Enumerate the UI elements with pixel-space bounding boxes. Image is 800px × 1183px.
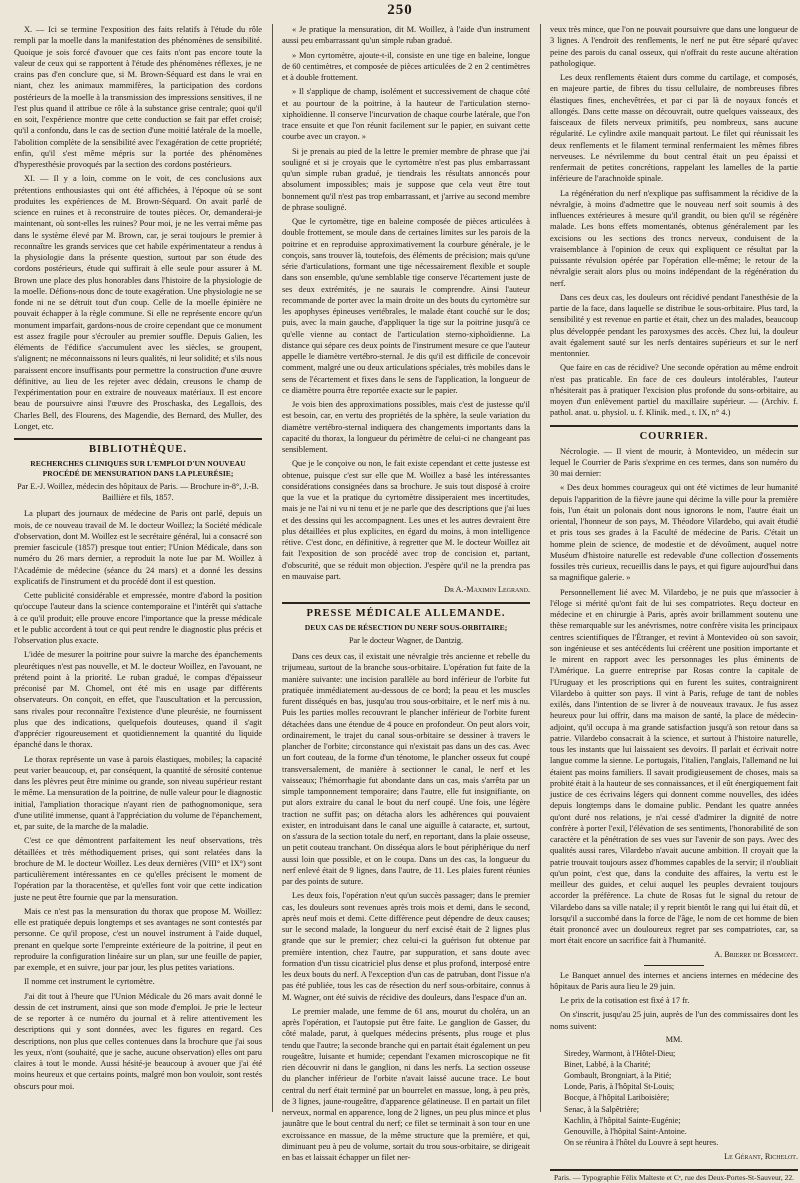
body-paragraph: La régénération du nerf n'explique pas suffisamment la récidive de la névralgie, à moins d'admettre que le nouveau nerf soit soumis à des influences extérieures à mesure qu'il grandit, ou bien qu'il se régénère malade. Les bons effets momentanés, obtenus généralement par les excisions ou les sections des troncs nerveux, conduisent de la vraisemblance à l'opinion de ceux qui expliquent ce résultat par la puissante révulsion opérée par l'opération elle-même; le retour de la névralgie serait alors plus ou moins indépendant de la régénération du nerf. <box>550 188 798 288</box>
body-paragraph: Nécrologie. — Il vient de mourir, à Montevideo, un médecin sur lequel le Courrier de Paris s'exprime en ces termes, dans son numéro du 30 mai dernier: <box>550 446 798 479</box>
article-subtitle: DEUX CAS DE RÉSECTION DU NERF SOUS-ORBITAIRE; <box>304 623 508 633</box>
body-paragraph: X. — Ici se termine l'exposition des faits relatifs à l'étude du rôle rempli par la moelle dans la manifestation des phénomènes de sensibilité. Quoique je sois forcé d'avouer que ces faits n'ont pas encore toute la valeur de ceux qui se rapportent à l'étude des phénomènes réflexes, je ne crains pas d'en conclure que, si M. Brown-Séquard est dans le vrai en niant, chez les animaux mammifères, la participation des cordons postérieurs de la moelle à la transmission des impressions sensitives, il ne l'est plus quand il attribue ce rôle à la substance grise centrale; quoi qu'il en soit, l'expérience montre que cette conduction se fait par effet croisé; qu'il a confondu, dans le cas de section d'une moitié latérale de la moelle, l'abolition complète de la sensibilité avec l'exagération de cette propriété; enfin, qu'il s'est même mépris sur la portée des phénomènes d'hyperesthésie provoqués par la section des cordons postérieurs. <box>14 25 262 169</box>
column-divider <box>272 24 273 1112</box>
body-paragraph: C'est ce que démontrent parfaitement les neuf observations, très détaillées et très méthodiquement prises, qui sont relatées dans la brochure de M. le docteur Woillez. Les deux dernières (VIII° et IX°) sont particulièrement intéressantes en ce qu'elles précisent le moment de l'opération par la thoracentèse, et qu'elles font voir que cette indication juste ne peut être fournie que par la mensuration. <box>14 836 262 902</box>
body-paragraph: Cette publicité considérable et empressée, montre d'abord la position qu'occupe l'auteur dans la science contemporaine et l'intérêt qui s'attache à ce qu'il produit; elle prouve encore l'importance que la presse médicale et le public accordent à tout ce qui peut rendre le diagnostic plus précis et l'observation plus exacte. <box>14 591 262 646</box>
body-paragraph: » Il s'applique de champ, isolément et successivement de chaque côté et au pourtour de la poitrine, à la hauteur de l'articulation sterno-xiphoïdienne. Il conserve l'incurvation de chaque courbe latérale, que l'on trace ensuite et que l'on réunit facilement sur le papier, en suivant cette courbe avec un crayon. » <box>282 87 530 142</box>
body-paragraph: La plupart des journaux de médecine de Paris ont parlé, depuis un mois, de ce nouveau travail de M. le docteur Woillez; la Société médicale d'observation, dont M. Woillez est le secrétaire général, lui a consacré son premier fascicule (1857) presque tout entier; l'Union Médicale, dans son numéro du 26 mars dernier, a reproduit la note lue par M. Woillez à l'Académie de médecine (séance du 24 mars) et a donné les dessins explicatifs de l'instrument et du procédé dont il est question. <box>14 509 262 586</box>
section-title-courrier: COURRIER. <box>550 425 798 444</box>
body-paragraph: Dans ces deux cas, il existait une névralgie très ancienne et rebelle du trijumeau, surtout de la branche sous-orbitaire. L'opération fut faite de la manière suivante: une incision parallèle au bord inférieur de l'orbite fut pratiquée immédiatement au-dessous de ce bord; la peau et les muscles furent disséqués en bas, jusqu'au trou sous-orbitaire, et le nerf mis à nu. Puis les parties molles recouvrant le plancher inférieur de l'orbite furent détachées dans une étendue de 4 pouce en profondeur. On peut alors voir, ordinairement, le trajet du canal sous-orbitaire se dessiner à travers le plancher de l'orbite; circonstance qui n'existait pas dans un des cas. Avec un fort couteau, de la forme d'un ténotome, le plancher osseux fut coupé transversalement, de manière à sectionner le canal, le nerf et les vaisseaux; l'hémorrhagie fut abondante dans un cas, mais s'arrêta par un simple tamponnement temporaire; dans l'autre, elle fut insignifiante, on put alors extraire du canal le bout du nerf coupé. Une fois, une légère traction ne suffit pas; on détacha alors les adhérences qui pouvaient exister, en introduisant dans le canal une aiguille à cataracte, et, surtout, on s'assura de la section totale du nerf, en reportant, dans la plaie osseuse, un petit couteau tranchant. On disséqua alors le bout périphérique du nerf aussi loin que possible, et on le coupa. Dans un des cas, la longueur du nerf enlevé était de 9 lignes, dans l'autre, de 11. Les plaies furent réunies par des points de suture. <box>282 652 530 887</box>
body-paragraph: » Mon cyrtomètre, ajoute-t-il, consiste en une tige en baleine, longue de 60 centimètres, et composée de pièces articulées de 2 en 2 centimètres et à double frottement. <box>282 50 530 82</box>
printer-footer: Paris. — Typographie Félix Malteste et Cᵉ, rue des Deux-Portes-St-Sauveur, 22. <box>550 1169 798 1183</box>
body-paragraph: Le Banquet annuel des internes et anciens internes en médecine des hôpitaux de Paris aura lieu le 29 juin. <box>550 970 798 991</box>
body-paragraph: « Je pratique la mensuration, dit M. Woillez, à l'aide d'un instrument aussi peu embarrassant qu'un simple ruban gradué. <box>282 25 530 46</box>
body-paragraph: veux très mince, que l'on ne pouvait poursuivre que dans une longueur de 3 lignes. A l'endroit des renflements, le nerf ne put être séparé qu'avec peine des parois du canal osseux, qui n'offrait du reste aucune altération pathologique. <box>550 25 798 68</box>
body-paragraph: Si je prenais au pied de la lettre le premier membre de phrase que j'ai souligné et si je croyais que le cyrtomètre n'est pas plus embarrassant qu'un simple ruban gradué, je tiendrais les résultats annoncés pour absolument impossibles; mais je suppose que cela veut être tout bonnement qu'il n'est pas trop embarrassant, et j'arrive au second membre de phrase souligné. <box>282 146 530 212</box>
names-header: MM. <box>665 1034 683 1044</box>
body-paragraph: Je vois bien des approximations possibles, mais c'est de justesse qu'il est besoin, car, en vertu des propriétés de la sphère, la seule variation du diamètre vertébro-sternal indiquera des changements importants dans la capacité du thorax, la longueur du périmètre de celui-ci ne changeant pas sensiblement. <box>282 400 530 454</box>
column-divider <box>540 24 541 1112</box>
list-item: Bocque, à l'hôpital Lariboisière; <box>564 1093 670 1103</box>
list-item: Gombault, Brongniart, à la Pitié; <box>564 1071 672 1081</box>
commissioner-list <box>564 1048 798 1148</box>
body-paragraph: Le premier malade, une femme de 61 ans, mourut du choléra, un an après l'opération, et l'autopsie put être faite. Le ganglion de Gasser, du côté malade, parut, à quelques médecins présents, plus rouge et plus tendu que l'autre; la seconde branche qui en partait était également un peu rougeâtre, luisante et humide; cependant l'examen microscopique ne fit rien découvrir ni dans le ganglion, ni dans les nerfs. La section osseuse du plancher inférieur de l'orbite n'avait laissé aucune trace. Le bout central du nerf était terminé par un bourrelet en massue, long, à peu près, de 3 lignes, jaune-rougeâtre, d'apparence gélatineuse. Il en partait un filet nerveux, normal en apparence, long de 2 lignes, un peu plus mince et plus jaunâtre que le bout central du nerf; ce filet se terminait à son tour en une excroissance en massue, de la même structure que la première, et qui, diminuant peu à peu de volume, sortait du trou sous-orbitaire, se dirigeait en bas et laissait échapper un filet ner- <box>282 1006 530 1163</box>
body-paragraph: Les deux renflements étaient durs comme du cartilage, et composés, en majeure partie, de fibres du tissu cellulaire, de nombreuses fibres élastiques fines, enchevêtrées, et par ci par là de noyaux foncés et allongés. Dans cette masse on découvrait, outre quelques vaisseaux, des faisceaux de filets nerveux primitifs, peu nombreux, sans aucune régularité. Le cylindre axile manquait partout. Le filet qui réunissait les deux renflements et le filament terminal renfermaient les mêmes fibres nerveuses. Le névrilemme du bout central était un peu épaissi et renfermait de petites concrétions, rappelant les lamelles de la partie inférieure de l'arachnoïde spinale. <box>550 73 798 184</box>
page-number: 250 <box>387 2 413 18</box>
list-item: Londe, Paris, à l'hôpital St-Louis; <box>564 1082 675 1092</box>
left-column <box>14 24 262 1110</box>
list-item: Binet, Labbé, à la Charité; <box>564 1059 651 1069</box>
body-paragraph: J'ai dit tout à l'heure que l'Union Médicale du 26 mars avait donné le dessin de cet instrument, ainsi que son mode d'emploi. Je prie le lecteur de se reporter à ce numéro du journal et à relire attentivement les descriptions qui y sont données, avec les figures en regard. Ces descriptions, non plus que celles contenues dans la brochure que j'ai sous les yeux, n'ont (souhaité, que je sache, aucune observation) elles ont paru claires à tout le monde. Aussi hésité-je beaucoup à avouer que j'ai été moins heureux et que certains points, malgré mon bon vouloir, sont restés obscurs pour moi. <box>14 991 262 1091</box>
body-paragraph: Il nomme cet instrument le cyrtomètre. <box>24 977 155 987</box>
body-paragraph: « Des deux hommes courageux qui ont été victimes de leur humanité depuis l'apparition de la fièvre jaune qui décime la ville pour la première fois, l'un était un polonais dont nous ignorons le nom, l'autre était un oriental, l'honneur de son pays, M. Théodore Vilardebo, qui avait étudié et pris tous ses grades à la Faculté de médecine de Paris. C'était un homme plein de science, de modestie et de dévoûment, auquel notre Muséum d'histoire naturelle est redevable d'une collection d'ossements fossiles très curieux, recueillis dans le pays, et qui figure aujourd'hui dans sa magnifique galerie. » <box>550 483 798 583</box>
list-item: Siredey, Warmont, à l'Hôtel-Dieu; <box>564 1048 676 1058</box>
body-paragraph: Que faire en cas de récidive? Une seconde opération au même endroit n'est pas praticable. En face de ces douleurs intolérables, l'auteur n'hésiterait pas à pratiquer l'excision plus profonde du sons-orbitaire, au moyen d'un enlèvement partiel du maxillaire supérieur. — (Archiv. f. pathol. anat. u. physiol. u. f. Klinik. med., t. IX, n° 4.) <box>550 363 798 418</box>
list-item: Senac, à la Salpêtrière; <box>564 1104 640 1114</box>
right-column <box>550 24 798 1183</box>
section-title-bibliotheque: BIBLIOTHÈQUE. <box>14 438 262 457</box>
body-paragraph: Personnellement lié avec M. Vilardebo, je ne puis que m'associer à l'éloge si mérité qu'ont fait de lui ses compatriotes. Reçu docteur en médecine et en chirurgie à Paris, après avoir brillamment soutenu une thèse remarquable sur les anévrismes, notre confrère visita les principaux centres scientifiques de l'Étranger, et revint à Montevideo où son savoir, son ingénieuse et ses antécédents lui créèrent une position importante et le mirent en rapport avec les personnages les plus éminents de l'Amérique. La guerre entreprise par Rosas contre la capitale de l'Uruguay et les proscriptions qui en furent les suites, contraignirent Vilardebo à quitter son pays. Il vint à Paris, refuge de tant de nobles exilés, dans l'intention de se livrer à de nouveaux travaux. Je fus assez heureux pour lui offrir, dans ma maison de santé, la place de médecin-adjoint, qu'il occupa à ma grande satisfaction jusqu'à son retour dans sa patrie. Vilardebo consacrait à la science, et surtout à l'histoire naturelle, tous les instants que lui laissaient ses devoirs. Il parlait et écrivait notre langue comme la sienne. Le portugais, l'italien, l'anglais, l'allemand ne lui étaient pas moins familiers. Il savait prodigieusement de choses, mais sa probité était à la hauteur de ses connaissances, et il eût énergiquement fait justice de ces écrivains légers qui donnent comme nouvelles, des idées depuis longtemps dans le domaine public. Pendant les quatre années qu'ont duré nos relations, je n'ai cessé d'admirer la dignité de notre confrère à porter l'exil, l'élévation de ses sentiments, l'honorabilité de son caractère et la pénétration de ses vues sur l'avenir de son pays. Avec des qualités aussi rares, Vilardebo n'avait aucune ambition. Il croyait que la patrie trouvait toujours assez d'hommes capables de la servir; il n'oubliait qu'un point, c'est que, dans la conduite des affaires, la vertu est le meilleur des guides, et celui auquel les peuples devraient toujours accorder la préférence. La chute de Rosas fut le signal du retour de Vilardebo dans sa ville natale; il y reprit bientôt le rang qui lui était dû, et lorsqu'il a succombé dans la force de l'âge, le nom de cet homme de bien était prononcé avec un douloureux regret par ses compatriotes, car, sa mort était encore un sacrifice fait à l'humanité. <box>550 587 798 946</box>
article-byline: Par le docteur Wagner, de Dantzig. <box>348 636 464 646</box>
body-paragraph: XI. — Il y a loin, comme on le voit, de ces conclusions aux prétentions enthousiastes qui ont été affichées, à l'époque où se sont produites les expériences de M. Brown-Séquard. On avait parlé de science en ruines et à reconstruire de toutes pièces. Or, demanderai-je maintenant, où sont-elles les ruines? Pour moi, je ne les verrai même pas dans le système élevé par M. Brown, car, je serai toujours le premier à reconnaître les grands services que cet habile expérimentateur a rendus à la physiologie dans la présente question, surtout par son étude des cordons postérieurs, étude qui suffirait à elle seule pour assurer à M. Brown une place des plus honorables dans l'histoire de la physiologie de la moelle. Défions-nous donc de toute exagération. Une physiologie ne se fonde ni ne se détruit tout d'un coup. Celle de la moelle épinière ne pouvait échapper à la règle commune. Si elle ne représente encore qu'un monument imparfait, gardons-nous de croire cependant que ce monument est assez fragile pour s'écrouler au premier souffle. Depuis Galien, les éléments de l'édifice s'accumulent avec les siècles, se groupent, s'alignent; ne méconnaissons ni leurs qualités, ni leur solidité; et s'ils nous paraissent encore insuffisants pour permettre la construction d'une œuvre définitive, au lieu de les rejeter avec dédain, creusons le champ de l'expérimentation pour en extraire de nouveaux matériaux. Il est encore beau de poursuivre ainsi l'œuvre des Proschaska, des Legallois, des Charles Bell, des Flourens, des Magendie, des Bernard, des Muller, des Longet, etc. <box>14 174 262 431</box>
list-item: Kachlin, à l'hôpital Sainte-Eugénie; <box>564 1115 681 1125</box>
body-paragraph: Que je le conçoive ou non, le fait existe cependant et cette justesse est obtenue, puisque c'est sur elle que M. Woillez a basé les intéressantes considérations consignées dans sa brochure. Je suis tout disposé à croire que la vue et la pratique du cyrtomètre dissiperaient mes incertitudes, mais je ne l'ai ni vu ni tenu et je ne parle que des descriptions que j'ai lues et des dessins qui les accompagnent. Les unes et les autres devraient être plus détaillées et plus explicites, en égard du moins, à mon intelligence rétive. C'est donc, en définitive, à regretter que M. le docteur Woillez ait fait l'exposition de son procédé avec trop de concision et, partant, d'obscurité, que se réduit mon objection. J'espère qu'il ne la prendra pas en mauvaise part. <box>282 459 530 581</box>
middle-column <box>282 24 530 1163</box>
gerant-signature: Le Gérant, Richelot. <box>724 1152 798 1162</box>
separator-rule <box>644 965 704 966</box>
body-paragraph: Dans ces deux cas, les douleurs ont récidivé pendant l'anesthésie de la partie de la face, dans laquelle se distribue le sous-orbitaire. Plus tard, la sensibilité y est revenue en partie et était, chez un des malades, beaucoup plus développée pendant les paroxysmes des accès. Chez lui, la douleur avait également sauté sur les nerfs dentaires supérieurs et sur le nerf mentonnier. <box>550 292 798 358</box>
body-paragraph: Que le cyrtomètre, tige en baleine composée de pièces articulées à double frottement, se moule dans de certaines limites sur les parois de la poitrine et en reproduise approximativement la courbure générale, je le conçois, sans trouver là, toutefois, des éléments de précision; mais qu'une série d'articulations, formant une tige nécessairement flexible et souple dans son ensemble, qu'une semblable tige conserve l'écartement juste de ses deux extrémités, je ne saurais le comprendre. Ainsi l'auteur recommande de porter avec la main droite un des bouts du cyrtomètre sur les apophyses épineuses vertébrales, le malade étant couché sur le dos; puis, avec la main gauche, d'appliquer la tige sur la poitrine jusqu'à ce qu'elle vienne au contact de l'articulation sterno-xiphoïdienne. La distance qui sépare ces deux points de l'instrument mesure ce que l'auteur appelle le diamètre vertébro-sternal. Je dis qu'il est difficile de concevoir comment, malgré une ou deux articulations spéciales, très mobiles dans le sens de l'écartement et fixes dans le sens de l'application, la longueur de ce diamètre pourra être reportée exacte sur le papier. <box>282 217 530 395</box>
list-item: Genouville, à l'hôpital Saint-Antoine. <box>564 1126 687 1136</box>
body-paragraph: Le thorax représente un vase à parois élastiques, mobiles; la capacité peut varier beaucoup, et, par conséquent, la quantité de sérosité contenue dans les plèvres peut être minime ou grande, son niveau supérieur restant le même. La mensuration de la poitrine, de nulle valeur pour le diagnostic initial, l'ampliation thoracique n'ayant rien de pathognomonique, sera d'une utilité immense, quant à l'appréciation du volume de l'épanchement, et, par suite, de la marche de la maladie. <box>14 754 262 832</box>
article-byline: Par E.-J. Woillez, médecin des hôpitaux de Paris. — Brochure in-8°, J.-B. Baillière et fils, 1857. <box>17 482 259 503</box>
article-subtitle: RECHERCHES CLINIQUES SUR L'EMPLOI D'UN NOUVEAU PROCÉDÉ DE MENSURATION DANS LA PLEURÉSIE; <box>30 459 246 479</box>
author-signature: Dr A.-Maximin Legrand. <box>444 585 530 594</box>
body-paragraph: Les deux fois, l'opération n'eut qu'un succès passager; dans le premier cas, les douleurs sont revenues après trois mois et demi, dans le second, après neuf mois et demi. Cette différence peut dépendre de deux causes; sur le second malade, la longueur du nerf excisé était de 2 lignes plus grande que sur le premier; chez celui-ci la guérison fut obtenue par première intention, chez l'autre, par suppuration, et sans doute avec formation d'un tissu cicatriciel plus dense et plus profond, interposé entre les deux bouts du nerf. A l'exception d'un cas de patruban, dont l'issue n'a pas été publiée, tous les cas de résection du nerf sous-orbitaire, connus à M. Wagner, ont été suivis de récidive des douleurs, dans l'espace d'un an. <box>282 891 530 1002</box>
body-paragraph: L'idée de mesurer la poitrine pour suivre la marche des épanchements pleurétiques n'est pas nouvelle, et M. le docteur Woillez, en l'avouant, ne prétend point à la priorité. Le ruban gradué, le compas d'épaisseur préconisé par M. Chomel, ont été mis en usage par différents observateurs. On conçoit, en effet, que l'auscultation et la percussion, sans rivales pour reconnaître l'existence d'une pleurésie, ne fournissent plus que des indications, quelquefois douteuses, quand il s'agit d'apprécier rigoureusement et quotidiennement la quantité du liquide épanché dans le thorax. <box>14 650 262 750</box>
author-signature: A. Brierre de Boismont. <box>714 949 798 959</box>
body-paragraph: On s'inscrit, jusqu'au 25 juin, auprès de l'un des commissaires dont les noms suivent: <box>550 1010 798 1031</box>
body-paragraph: Le prix de la cotisation est fixé à 17 fr. <box>560 996 690 1006</box>
list-item: On se réunira à l'hôtel du Louvre à sept heures. <box>564 1138 719 1148</box>
section-title-presse: PRESSE MÉDICALE ALLEMANDE. <box>282 602 530 621</box>
body-paragraph: Mais ce n'est pas la mensuration du thorax que propose M. Woillez: elle est pratiquée depuis longtemps et ses avantages ne sont contestés par personne. Ce qu'il propose, c'est un nouvel instrument à l'aide duquel, prenant en quelque sorte l'empreinte extérieure de la poitrine, il peut en reproduire la configuration linéaire sur un plan, sur une feuille de papier, par exemple, et en suivre, jour par jour, les plus petites variations. <box>14 906 262 973</box>
